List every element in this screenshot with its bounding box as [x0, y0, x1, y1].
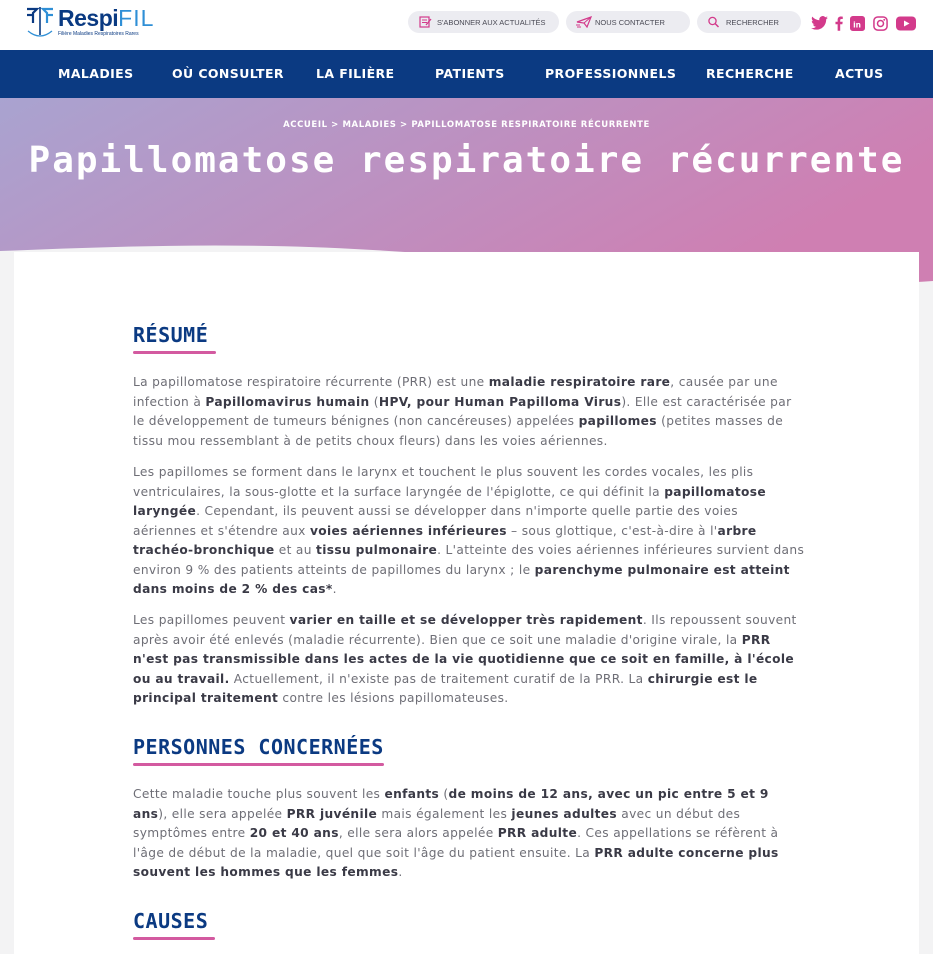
body-text: avec un début des symptômes entre — [133, 806, 741, 840]
emphasis-text: arbre trachéo-bronchique — [133, 523, 757, 557]
breadcrumb — [0, 120, 933, 130]
svg-text:in: in — [852, 19, 861, 29]
emphasis-text: Papillomavirus humain — [205, 394, 370, 409]
body-text: . — [332, 582, 337, 596]
search-icon — [707, 16, 721, 28]
paragraph — [133, 373, 805, 451]
emphasis-text: jeunes adultes — [511, 806, 618, 821]
nav-item-ou-consulter[interactable]: OÙ CONSULTER — [172, 66, 284, 81]
paragraph — [133, 463, 805, 600]
emphasis-text: parenchyme pulmonaire est atteint dans moins de 2 % des cas* — [133, 562, 790, 596]
paper-plane-icon — [576, 16, 590, 28]
body-text: Les papillomes peuvent — [133, 613, 290, 627]
section-title-causes: CAUSES — [133, 909, 208, 933]
contact-label: NOUS CONTACTER — [595, 17, 665, 27]
emphasis-text: PRR n'est pas transmissible dans les actes de la vie quotidienne que ce soit en famille, à l'école ou au travail. — [133, 632, 795, 686]
body-text: ( — [439, 787, 449, 801]
breadcrumb-separator: > — [400, 120, 408, 130]
title-underline — [133, 351, 216, 354]
main-navigation — [0, 50, 933, 98]
nav-item-recherche[interactable]: RECHERCHE — [706, 66, 794, 81]
subscribe-button[interactable] — [408, 11, 559, 33]
breadcrumb-home[interactable]: ACCUEIL — [283, 120, 328, 130]
section-title-resume: RÉSUMÉ — [133, 323, 208, 347]
body-text: . — [398, 865, 403, 879]
paragraph — [133, 611, 805, 709]
breadcrumb-separator: > — [331, 120, 339, 130]
body-text: et au — [274, 543, 317, 557]
youtube-icon[interactable] — [895, 14, 917, 32]
emphasis-text: PRR juvénile — [286, 806, 378, 821]
emphasis-text: papillomes — [578, 414, 657, 428]
emphasis-text: HPV, pour Human Papilloma Virus — [378, 394, 622, 409]
body-text: . Ces appellations se réfèrent à l'âge de début de la maladie, quel que soit l'âge du patient ensuite. La — [133, 826, 779, 860]
emphasis-text: voies aériennes inférieures — [309, 523, 507, 538]
nav-item-actus[interactable]: ACTUS — [835, 66, 884, 81]
body-text: (petites masses de tissu mou ressemblant à de petits choux fleurs) dans les voies aériennes. — [133, 414, 784, 448]
emphasis-text: chirurgie est le principal traitement — [133, 671, 758, 705]
paragraph — [133, 785, 805, 883]
nav-item-professionnels[interactable]: PROFESSIONNELS — [545, 66, 677, 81]
body-text: . L'atteinte des voies aériennes inférieures survient dans environ 9 % des patients atteints de papillomes du larynx ; le — [133, 543, 805, 577]
emphasis-text: tissu pulmonaire — [316, 543, 438, 557]
breadcrumb-current: PAPILLOMATOSE RESPIRATOIRE RÉCURRENTE — [411, 120, 650, 130]
body-text: ( — [369, 394, 379, 409]
nav-item-maladies[interactable]: MALADIES — [58, 66, 134, 81]
nav-item-la-filiere[interactable]: LA FILIÈRE — [316, 66, 395, 81]
logo-name: RespiFIL — [58, 5, 155, 31]
top-bar — [0, 0, 933, 50]
emphasis-text: maladie respiratoire rare — [488, 375, 671, 389]
emphasis-text: papillomatose laryngée — [133, 484, 766, 518]
body-text: ), elle sera appelée — [158, 806, 287, 821]
emphasis-text: 20 et 40 ans — [249, 826, 339, 840]
body-text: . Ils repoussent souvent après avoir été enlevés (maladie récurrente). Bien que ce soit une maladie d'origine virale, la — [133, 613, 797, 647]
search-button[interactable] — [697, 11, 801, 33]
body-text: Cette maladie touche plus souvent les — [133, 787, 385, 801]
body-text: Les papillomes se forment dans le larynx et touchent le plus souvent les cordes vocales, les plis ventriculaires, la sous-glotte et la surface laryngée de l'épiglotte, ce qui définit la — [133, 465, 754, 499]
body-text: . Cependant, ils peuvent aussi se développer dans n'importe quelle partie des voies aériennes et s'étendre aux — [133, 504, 738, 538]
contact-button[interactable] — [566, 11, 690, 33]
linkedin-icon[interactable] — [849, 14, 865, 32]
respifil-logo[interactable] — [24, 5, 164, 41]
nav-item-patients[interactable]: PATIENTS — [435, 66, 505, 81]
body-text: mais également les — [377, 806, 512, 821]
body-text: , elle sera alors appelée — [338, 826, 498, 840]
title-underline — [133, 937, 215, 940]
emphasis-text: PRR adulte concerne plus souvent les hommes que les femmes — [133, 845, 779, 879]
emphasis-text: enfants — [384, 787, 440, 801]
page-title: Papillomatose respiratoire récurrente — [28, 140, 905, 181]
emphasis-text: de moins de 12 ans, avec un pic entre 5 et 9 ans — [133, 787, 769, 821]
body-text: Actuellement, il n'existe pas de traitement curatif de la PRR. La — [229, 671, 648, 686]
title-underline — [133, 763, 384, 766]
logo-text — [58, 6, 154, 37]
twitter-icon[interactable] — [810, 14, 828, 32]
facebook-icon[interactable] — [833, 14, 845, 32]
search-label: RECHERCHER — [726, 17, 779, 27]
section-title-personnes-concernees: PERSONNES CONCERNÉES — [133, 735, 384, 759]
body-text: contre les lésions papillomateuses. — [278, 691, 509, 705]
newsletter-icon — [418, 16, 432, 28]
logo-tagline: Filière Maladies Respiratoires Rares — [58, 31, 139, 37]
body-text: , causée par une infection à — [133, 375, 778, 409]
body-text: La papillomatose respiratoire récurrente (PRR) est une — [133, 375, 489, 389]
subscribe-label: S'ABONNER AUX ACTUALITÉS — [437, 17, 546, 27]
body-text: ). Elle est caractérisée par le développement de tumeurs bénignes (non cancéreuses) appelées — [133, 394, 792, 428]
breadcrumb-maladies[interactable]: MALADIES — [342, 120, 397, 130]
emphasis-text: varier en taille et se développer très rapidement — [289, 613, 643, 627]
logo-mark-icon — [24, 5, 56, 39]
instagram-icon[interactable] — [871, 14, 889, 32]
body-text: – sous glottique, c'est-à-dire à l' — [506, 523, 718, 538]
emphasis-text: PRR adulte — [497, 826, 578, 840]
